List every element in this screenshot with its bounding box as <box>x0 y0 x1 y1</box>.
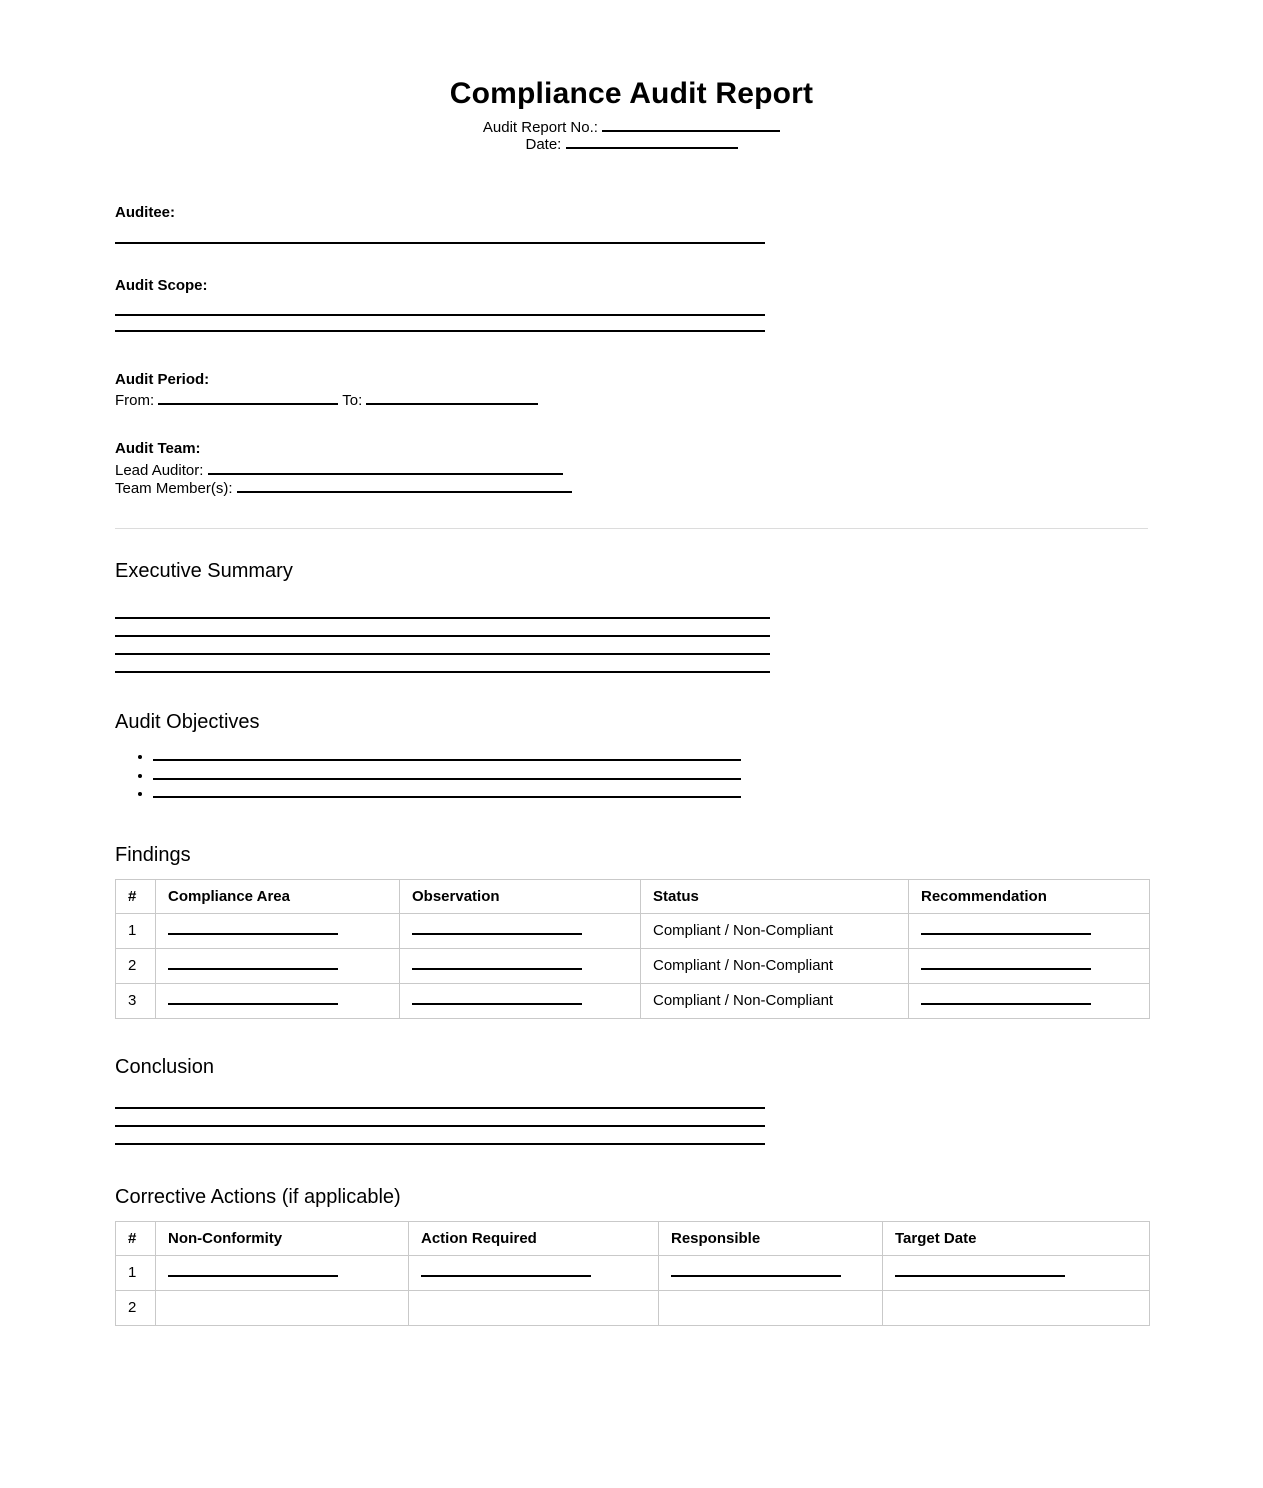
blank-line <box>153 786 741 798</box>
blank-line <box>921 992 1091 1005</box>
blank-line <box>115 617 770 619</box>
team-members-label: Team Member(s): <box>115 480 233 497</box>
to-label: To: <box>342 392 363 409</box>
team-members-blank-field <box>237 480 572 493</box>
scope-blank-line <box>115 314 765 316</box>
responsible-cell <box>659 1255 883 1290</box>
table-row <box>116 913 1150 948</box>
column-header: # <box>116 879 156 913</box>
blank-line <box>921 957 1091 970</box>
action-required-cell <box>409 1255 659 1290</box>
column-header: Responsible <box>659 1221 883 1255</box>
target-date-cell <box>883 1290 1150 1325</box>
status-cell: Compliant / Non-Compliant <box>641 948 909 983</box>
audit-scope-label: Audit Scope: <box>115 277 208 294</box>
corrective-actions-header-row <box>116 1221 1150 1255</box>
blank-line <box>168 1264 338 1277</box>
corrective-actions-table <box>115 1221 1150 1326</box>
observation-cell <box>400 913 641 948</box>
audit-period-row <box>115 392 1148 410</box>
findings-table <box>115 879 1150 1019</box>
section-divider <box>115 528 1148 529</box>
blank-line <box>115 1107 765 1109</box>
corrective-actions-heading: Corrective Actions (if applicable) <box>115 1185 401 1208</box>
target-date-cell <box>883 1255 1150 1290</box>
status-cell: Compliant / Non-Compliant <box>641 983 909 1018</box>
table-row <box>116 948 1150 983</box>
blank-line <box>671 1264 841 1277</box>
report-no-line <box>0 119 1263 136</box>
non-conformity-cell <box>156 1290 409 1325</box>
recommendation-cell <box>909 983 1150 1018</box>
objectives-list <box>115 747 1148 803</box>
blank-line <box>168 957 338 970</box>
auditee-blank-line <box>115 242 765 244</box>
responsible-cell <box>659 1290 883 1325</box>
audit-team-label: Audit Team: <box>115 440 201 457</box>
blank-line <box>921 922 1091 935</box>
date-line <box>0 136 1263 153</box>
row-number: 1 <box>116 913 156 948</box>
conclusion-heading: Conclusion <box>115 1055 214 1078</box>
table-row <box>116 983 1150 1018</box>
action-required-cell <box>409 1290 659 1325</box>
date-blank-field <box>566 136 738 149</box>
lead-auditor-blank-field <box>208 462 563 475</box>
column-header: Compliance Area <box>156 879 400 913</box>
compliance-area-cell <box>156 948 400 983</box>
blank-line <box>412 992 582 1005</box>
table-row <box>116 1290 1150 1325</box>
observation-cell <box>400 948 641 983</box>
status-cell: Compliant / Non-Compliant <box>641 913 909 948</box>
row-number: 3 <box>116 983 156 1018</box>
observation-cell <box>400 983 641 1018</box>
blank-line <box>115 635 770 637</box>
team-members-row <box>115 480 1148 498</box>
recommendation-cell <box>909 948 1150 983</box>
auditee-label: Auditee: <box>115 204 175 221</box>
from-label: From: <box>115 392 155 409</box>
findings-header-row <box>116 879 1150 913</box>
date-label: Date: <box>525 136 562 153</box>
blank-line <box>153 768 741 780</box>
column-header: Observation <box>400 879 641 913</box>
to-blank-field <box>366 392 538 405</box>
row-number: 2 <box>116 948 156 983</box>
table-row <box>116 1255 1150 1290</box>
executive-summary-heading: Executive Summary <box>115 560 293 582</box>
non-conformity-cell <box>156 1255 409 1290</box>
report-no-blank-field <box>602 119 780 132</box>
column-header: # <box>116 1221 156 1255</box>
blank-line <box>421 1264 591 1277</box>
blank-line <box>115 671 770 673</box>
row-number: 2 <box>116 1290 156 1325</box>
page-title: Compliance Audit Report <box>449 77 814 110</box>
column-header: Target Date <box>883 1221 1150 1255</box>
column-header: Recommendation <box>909 879 1150 913</box>
compliance-area-cell <box>156 983 400 1018</box>
column-header: Non-Conformity <box>156 1221 409 1255</box>
recommendation-cell <box>909 913 1150 948</box>
blank-line <box>115 653 770 655</box>
audit-period-label: Audit Period: <box>115 371 210 388</box>
blank-line <box>412 957 582 970</box>
document-content <box>0 204 1263 1326</box>
objective-item <box>153 747 1148 766</box>
lead-auditor-label: Lead Auditor: <box>115 462 204 479</box>
findings-heading: Findings <box>115 843 191 866</box>
blank-line <box>115 1125 765 1127</box>
blank-line <box>895 1264 1065 1277</box>
lead-auditor-row <box>115 462 1148 480</box>
from-blank-field <box>158 392 338 405</box>
blank-line <box>412 922 582 935</box>
report-no-label: Audit Report No.: <box>482 119 598 136</box>
audit-objectives-heading: Audit Objectives <box>115 711 260 733</box>
blank-line <box>153 749 741 761</box>
column-header: Action Required <box>409 1221 659 1255</box>
compliance-area-cell <box>156 913 400 948</box>
blank-line <box>168 922 338 935</box>
column-header: Status <box>641 879 909 913</box>
objective-item <box>153 766 1148 785</box>
scope-blank-line <box>115 330 765 332</box>
blank-line <box>168 992 338 1005</box>
objective-item <box>153 784 1148 803</box>
row-number: 1 <box>116 1255 156 1290</box>
blank-line <box>115 1143 765 1145</box>
